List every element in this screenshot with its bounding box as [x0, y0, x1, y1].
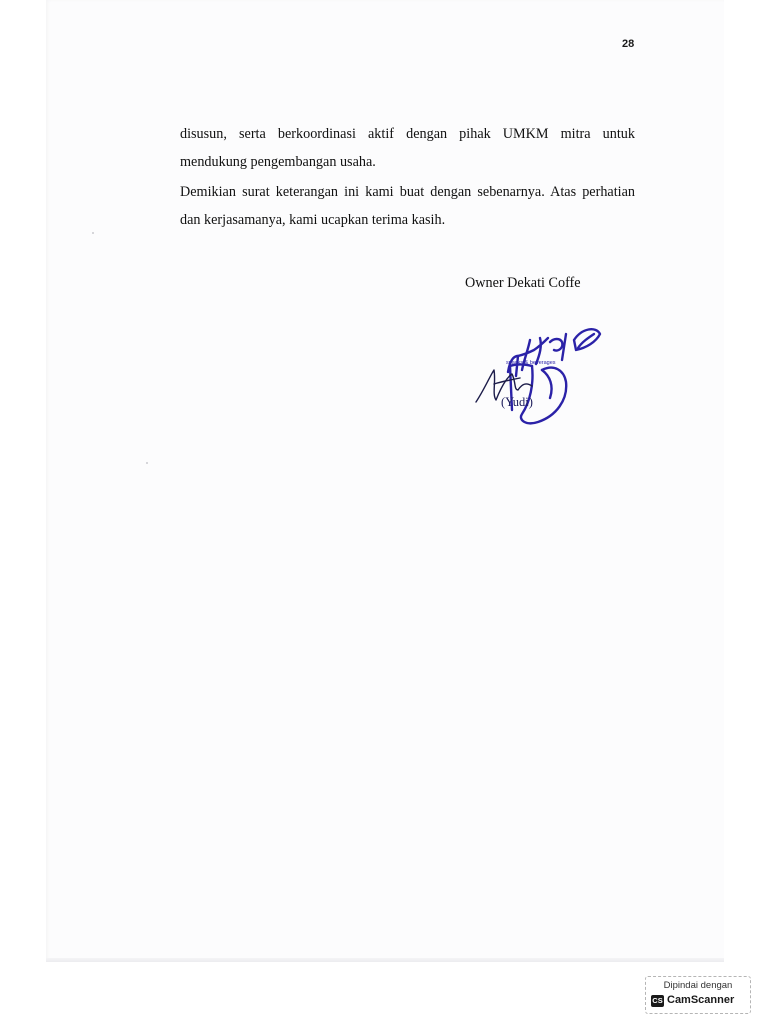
scan-speck [146, 462, 148, 464]
page-number: 28 [622, 38, 635, 50]
body-paragraph-2: Demikian surat keterangan ini kami buat dengan sebenarnya. Atas perhatian dan kerjasamanya, kami ucapkan terima kasih. [180, 184, 635, 228]
signer-title: Owner Dekati Coffe [465, 275, 581, 291]
stamp-logo [470, 320, 610, 430]
scanner-brand: CamScanner [667, 994, 735, 1006]
camscanner-watermark [645, 976, 751, 1014]
scan-speck [92, 232, 94, 234]
signer-name: (Yudi) [501, 395, 533, 409]
company-stamp [470, 320, 610, 430]
svg-text:snacks & beverages: snacks & beverages [506, 360, 556, 366]
scanner-caption: Dipindai dengan [663, 980, 733, 991]
camscanner-logo-icon: CS [652, 996, 663, 1005]
body-paragraph-1: disusun, serta berkoordinasi aktif dengan pihak UMKM mitra untuk mendukung pengembangan usaha. [180, 126, 635, 170]
sheet-edge [46, 958, 724, 962]
